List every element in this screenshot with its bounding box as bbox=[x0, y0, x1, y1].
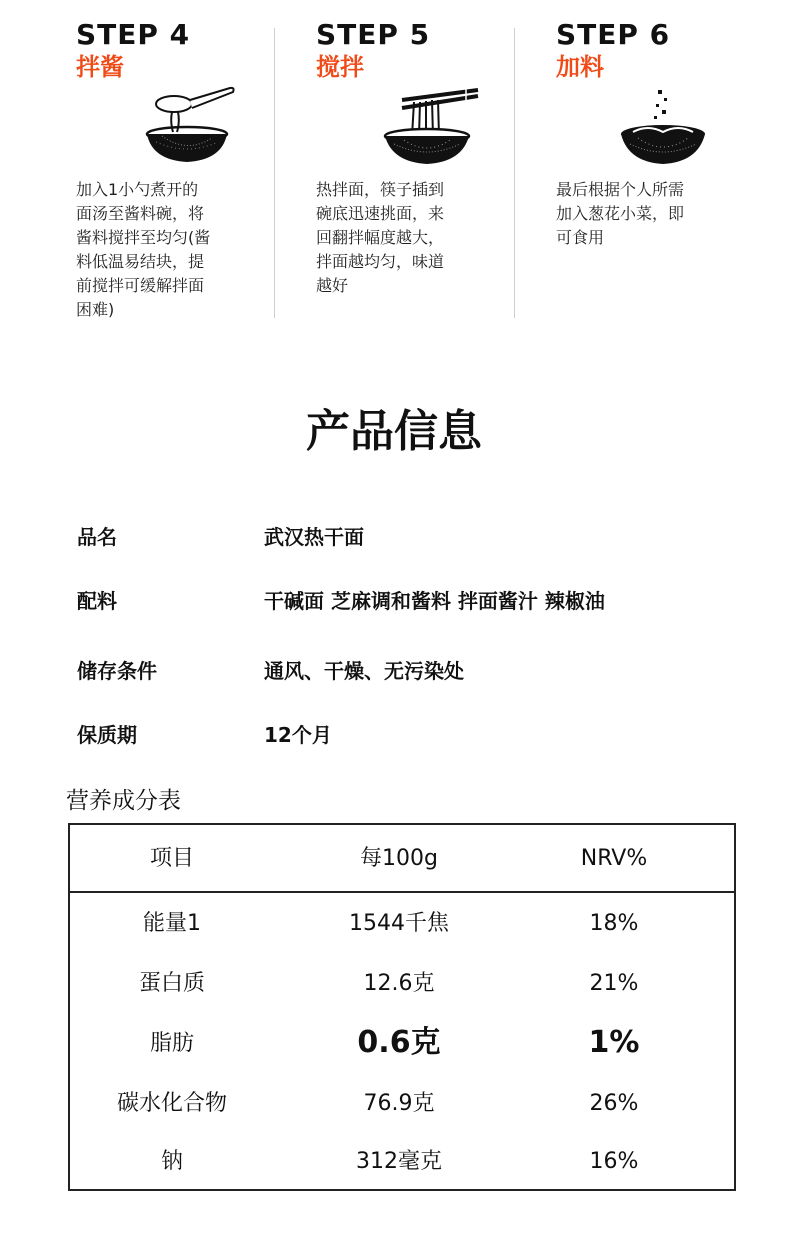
steps-section bbox=[0, 0, 788, 330]
cell-item: 碳水化合物 bbox=[116, 1091, 227, 1116]
cell-nrv: 1% bbox=[588, 1025, 640, 1060]
header-nrv: NRV% bbox=[580, 846, 648, 871]
info-label: 配料 bbox=[77, 589, 117, 613]
cell-per100g: 76.9克 bbox=[363, 1091, 435, 1116]
info-label: 品名 bbox=[77, 525, 117, 549]
table-row bbox=[70, 1133, 734, 1193]
info-value: 干碱面 芝麻调和酱料 拌面酱汁 辣椒油 bbox=[264, 589, 605, 613]
bowl-with-toppings-icon bbox=[608, 86, 718, 166]
header-per100g: 每100g bbox=[360, 846, 438, 871]
info-label: 储存条件 bbox=[77, 659, 157, 683]
table-row bbox=[70, 955, 734, 1015]
cell-per100g: 1544千焦 bbox=[349, 911, 449, 936]
cell-item: 钠 bbox=[160, 1149, 183, 1174]
step-title: STEP 4 bbox=[76, 18, 191, 51]
info-value: 武汉热干面 bbox=[264, 525, 364, 549]
step-5 bbox=[316, 18, 516, 298]
step-description: 最后根据个人所需 加入葱花小菜，即 可食用 bbox=[556, 180, 685, 247]
cell-nrv: 21% bbox=[589, 971, 639, 996]
cell-item: 脂肪 bbox=[149, 1031, 194, 1056]
info-label: 保质期 bbox=[77, 723, 137, 747]
cell-nrv: 16% bbox=[589, 1149, 639, 1174]
table-row bbox=[70, 895, 734, 955]
divider bbox=[274, 28, 275, 318]
step-4 bbox=[76, 18, 276, 322]
info-value: 12个月 bbox=[264, 723, 332, 747]
table-row bbox=[70, 1015, 734, 1075]
nutrition-table bbox=[68, 823, 736, 1191]
nutrition-title: 营养成分表 bbox=[66, 788, 181, 814]
info-value: 通风、干燥、无污染处 bbox=[264, 659, 464, 683]
cell-nrv: 18% bbox=[589, 911, 639, 936]
cell-item: 蛋白质 bbox=[138, 971, 205, 996]
table-header bbox=[70, 825, 734, 893]
cell-nrv: 26% bbox=[589, 1091, 639, 1116]
step-subtitle: 拌酱 bbox=[76, 53, 124, 81]
step-6 bbox=[556, 18, 756, 250]
step-description: 加入1小勺煮开的 面汤至酱料碗，将 酱料搅拌至均匀(酱 料低温易结块，提 前搅拌可缓解拌面 困难) bbox=[76, 180, 211, 319]
step-subtitle: 加料 bbox=[556, 53, 604, 81]
bowl-with-chopsticks-icon bbox=[372, 86, 482, 166]
bowl-with-spoon-icon bbox=[132, 86, 242, 166]
step-title: STEP 5 bbox=[316, 18, 431, 51]
divider bbox=[514, 28, 515, 318]
cell-per100g: 312毫克 bbox=[356, 1149, 442, 1174]
step-subtitle: 搅拌 bbox=[316, 53, 364, 81]
table-row bbox=[70, 1075, 734, 1135]
product-info-title: 产品信息 bbox=[306, 406, 482, 457]
header-item: 项目 bbox=[149, 846, 194, 871]
cell-item: 能量1 bbox=[143, 911, 201, 936]
cell-per100g: 0.6克 bbox=[357, 1025, 441, 1060]
step-description: 热拌面，筷子插到 碗底迅速挑面，来 回翻拌幅度越大， 拌面越均匀，味道 越好 bbox=[316, 180, 445, 295]
cell-per100g: 12.6克 bbox=[363, 971, 435, 996]
step-title: STEP 6 bbox=[556, 18, 671, 51]
